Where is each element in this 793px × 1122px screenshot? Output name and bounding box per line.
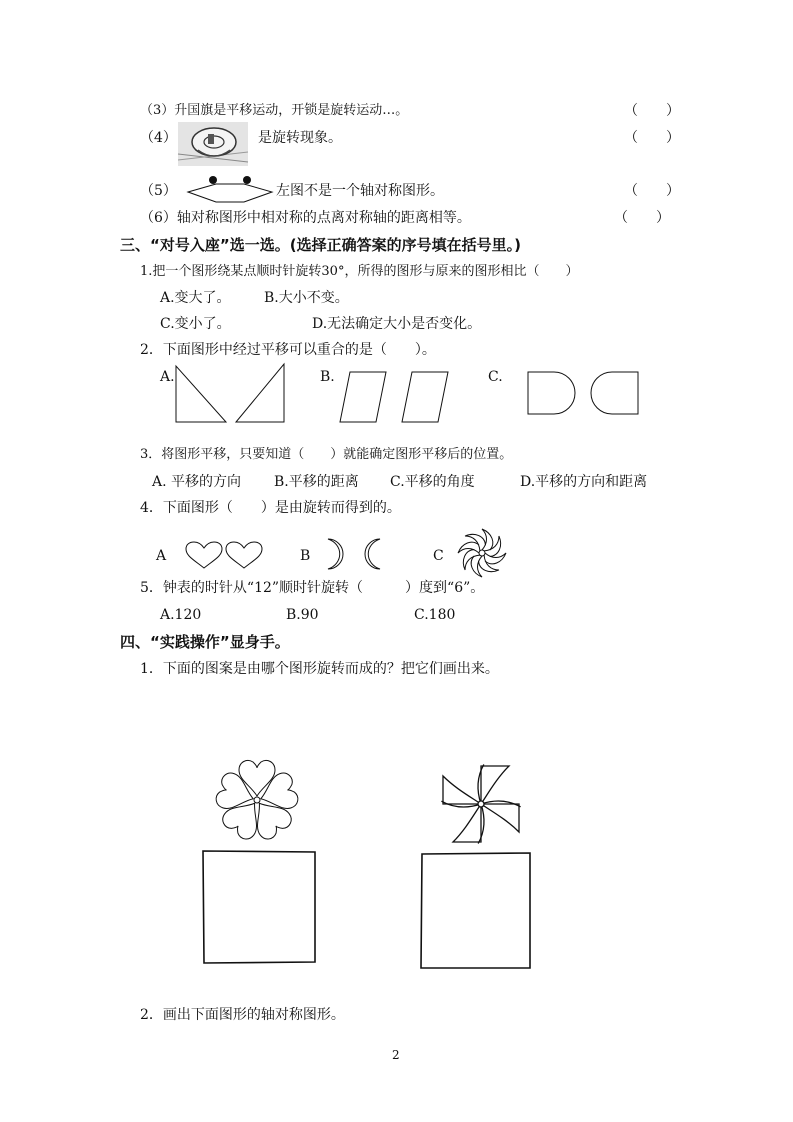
judge-q5-text: 左图不是一个轴对称图形。 bbox=[276, 183, 444, 199]
rhombus-with-dots-figure bbox=[186, 172, 274, 208]
s3-q5-option-b[interactable]: B.90 bbox=[286, 607, 319, 623]
drawing-box-left[interactable] bbox=[201, 850, 317, 964]
judge-q3-paren[interactable]: （ ） bbox=[624, 103, 680, 119]
s3-q1-option-a[interactable]: A.变大了。 bbox=[160, 290, 231, 306]
judge-q3: （3）升国旗是平移运动，开锁是旋转运动…。 bbox=[140, 103, 409, 118]
s3-q1-option-c[interactable]: C.变小了。 bbox=[160, 316, 231, 332]
s4-q1-stem: 1．下面的图案是由哪个图形旋转而成的？把它们画出来。 bbox=[140, 661, 499, 677]
drawing-box-right[interactable] bbox=[419, 852, 533, 970]
heart-petal-flower-figure bbox=[208, 754, 306, 846]
s3-q4-option-c[interactable]: C bbox=[433, 548, 444, 564]
s3-q5-stem: 5．钟表的时针从“12”顺时针旋转（ ）度到“6”。 bbox=[140, 580, 485, 596]
judge-q4-number: （4） bbox=[140, 130, 177, 146]
section4-title: 四、“实践操作”显身手。 bbox=[120, 633, 290, 651]
s3-q1-option-b[interactable]: B.大小不变。 bbox=[264, 290, 349, 306]
s3-q3-option-b[interactable]: B.平移的距离 bbox=[274, 474, 359, 490]
s3-q3-stem: 3．将图形平移，只要知道（ ）就能确定图形平移后的位置。 bbox=[140, 447, 513, 462]
s3-q3-option-a[interactable]: A. 平移的方向 bbox=[152, 474, 242, 490]
triangles-figure bbox=[174, 362, 290, 424]
s3-q4-option-b[interactable]: B bbox=[300, 548, 311, 564]
judge-q5-paren[interactable]: （ ） bbox=[624, 183, 680, 199]
s3-q2-stem: 2．下面图形中经过平移可以重合的是（ ）。 bbox=[140, 342, 436, 358]
s3-q1-stem: 1.把一个图形绕某点顺时针旋转30°，所得的图形与原来的图形相比（ ） bbox=[140, 264, 579, 279]
s3-q5-option-a[interactable]: A.120 bbox=[160, 607, 202, 623]
judge-q4-paren[interactable]: （ ） bbox=[624, 130, 680, 146]
page-number: 2 bbox=[392, 1048, 400, 1062]
judge-q6: （6）轴对称图形中相对称的点离对称轴的距离相等。 bbox=[140, 210, 471, 226]
judge-q5-number: （5） bbox=[140, 183, 177, 199]
semicircle-shapes-figure bbox=[526, 370, 642, 416]
judge-q4-text: 是旋转现象。 bbox=[258, 130, 342, 146]
s3-q4-stem: 4．下面图形（ ）是由旋转而得到的。 bbox=[140, 500, 401, 516]
s3-q4-option-a[interactable]: A bbox=[156, 548, 167, 564]
s3-q3-option-c[interactable]: C.平移的角度 bbox=[390, 474, 475, 490]
s3-q2-option-b[interactable]: B. bbox=[320, 369, 335, 385]
section3-title: 三、“对号入座”选一选。(选择正确答案的序号填在括号里。) bbox=[120, 236, 521, 254]
s3-q2-option-a[interactable]: A. bbox=[160, 369, 175, 385]
s4-q2-stem: 2．画出下面图形的轴对称图形。 bbox=[140, 1007, 345, 1023]
s3-q5-option-c[interactable]: C.180 bbox=[414, 607, 456, 623]
judge-q6-paren[interactable]: （ ） bbox=[614, 210, 670, 226]
s3-q3-option-d[interactable]: D.平移的方向和距离 bbox=[520, 474, 648, 490]
parallelograms-figure bbox=[338, 370, 452, 424]
swirl-flower-figure bbox=[452, 527, 512, 579]
two-crescents-figure bbox=[324, 537, 384, 571]
two-hearts-figure bbox=[184, 540, 264, 570]
s3-q2-option-c[interactable]: C. bbox=[488, 369, 503, 385]
s3-q1-option-d[interactable]: D.无法确定大小是否变化。 bbox=[312, 316, 482, 332]
rotating-lock-picture bbox=[178, 122, 248, 166]
pinwheel-figure bbox=[440, 762, 522, 846]
